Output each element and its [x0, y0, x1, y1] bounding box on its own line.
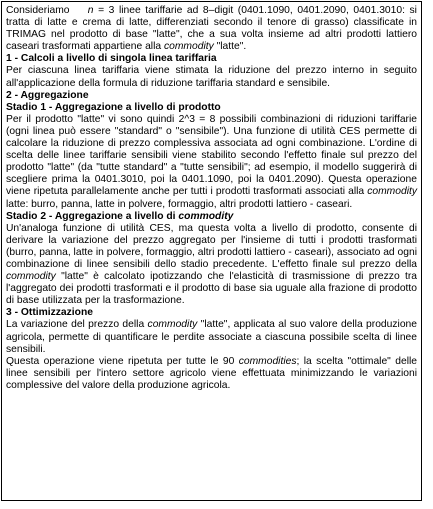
section-3-p2-text-2: ; la scelta "ottimale" delle linee sensibili per l'intero settore agricolo viene effettuata minimizzando le variazioni complessive del valore della produzione agricola.	[6, 355, 417, 391]
commodity-term: commodity	[367, 186, 417, 198]
commodity-term: commodity	[6, 271, 56, 283]
stage-2-text-2: "latte" è calcolato ipotizzando che l'elasticità di trasmissione di prezzo tra l'aggregato dei prodotti trasformati e il prodotto di base sia uguale alla frazione di prodotto di base utilizzata per la trasformazione.	[6, 271, 417, 307]
intro-text-2: = 3 linee tariffarie ad 8–digit (0401.1090, 0401.2090, 0401.3010: si tratta di latte e crema di latte, differenziati secondo il tenore di grasso) classificate in TRIMAG nel prodotto di base "latte", che a sua volta insieme ad altri prodotti lattiero caseari trasformati appartiene alla	[6, 5, 417, 53]
stage-2-text-1: Un'analoga funzione di utilità CES, ma questa volta a livello di prodotto, consente di derivare la variazione del prezzo aggregato per l'insieme di tutti i prodotti trasformati (burro, panna, latte in polvere, formaggio, altri prodotti lattiero - caseari), associato ad ogni combinazione di linee sensibili dello stadio precedente. L'effetto finale sul prezzo della	[6, 222, 417, 270]
section-3-p2-text-1: Questa operazione viene ripetuta per tutte le 90	[6, 355, 239, 367]
intro-text-1: Consideriamo	[6, 5, 88, 16]
stage-1-paragraph	[6, 114, 417, 211]
variable-n: n	[87, 5, 94, 16]
section-1-paragraph: Per ciascuna linea tariffaria viene stimata la riduzione del prezzo interno in seguito all'applicazione della formula di riduzione tariffaria standard e sensibile.	[6, 65, 417, 89]
section-3-p1-text-1: La variazione del prezzo della	[6, 319, 148, 331]
stage-2-paragraph	[6, 223, 417, 308]
section-2-heading: 2 - Aggregazione	[6, 89, 89, 101]
stage-1-text-2: latte: burro, panna, latte in polvere, formaggio, altri prodotti lattiero - caseari.	[6, 198, 353, 210]
stage-2-heading-text: Stadio 2 - Aggregazione a livello di	[6, 210, 179, 222]
stage-2-heading	[6, 211, 417, 223]
stage-1-text-1: Per il prodotto "latte" vi sono quindi 2^3 = 8 possibili combinazioni di riduzioni tariffarie (ogni linea può essere "standard" o "sensibile"). Una funzione di utilità CES permette di calcolare la riduzione di prezzo complessiva associata ad ogni combinazione. L'ordine di scelta delle linee tariffarie sensibili viene stabilito secondo l'effetto finale sul prezzo del prodotto "latte" (da "tutte standard" a "tutte sensibili"; ad esempio, il modello suggerirà di scegliere prima la 0401.3010, poi la 0401.1090, poi la 0401.2090). Questa operazione viene ripetuta parallelamente anche per tutti i prodotti trasformati associati alla	[6, 113, 417, 198]
section-3-paragraph-2	[6, 356, 417, 392]
section-3-paragraph-1	[6, 319, 417, 355]
section-3-heading: 3 - Ottimizzazione	[6, 307, 93, 319]
section-3-p1-text-2: "latte", applicata al suo valore della produzione agricola, permette di quantificare le perdite associate a ciascuna possibile scelta di linee sensibili.	[6, 319, 417, 355]
section-1-heading: 1 - Calcoli a livello di singola linea tariffaria	[6, 53, 217, 65]
stage-1-heading: Stadio 1 - Aggregazione a livello di prodotto	[6, 101, 221, 113]
commodities-term: commodities	[238, 355, 297, 367]
intro-paragraph	[6, 5, 417, 53]
intro-text-3: "latte".	[213, 41, 247, 53]
commodity-term: commodity	[178, 210, 234, 222]
commodity-term: commodity	[163, 41, 214, 53]
methodology-text-box	[1, 1, 422, 501]
commodity-term: commodity	[147, 319, 198, 331]
